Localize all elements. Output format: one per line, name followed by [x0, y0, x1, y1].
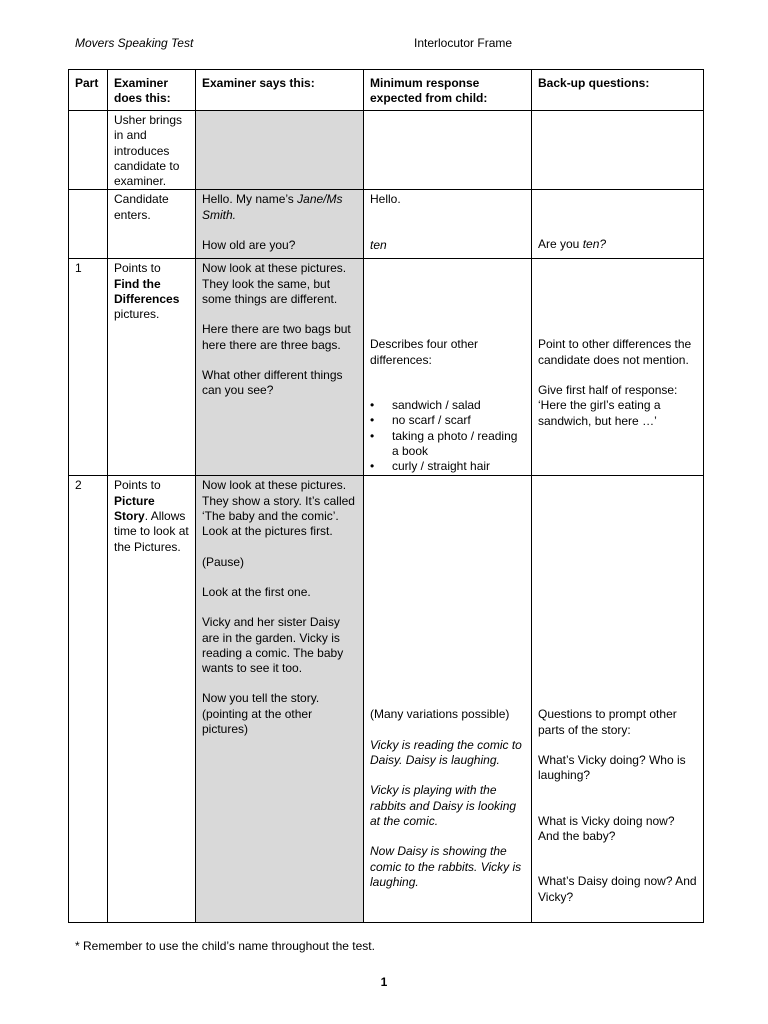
table-row-part1: [69, 259, 704, 476]
page-number: 1: [380, 975, 388, 989]
cell-part1-response: Describes four other differences: • sandwich / salad • no scarf / scarf • taking a photo / reading a book • curly / straight hair: [364, 259, 532, 476]
cell-says-empty: [196, 111, 364, 190]
cell-part2-backup: Questions to prompt other parts of the story: What’s Vicky doing? Who is laughing? What is Vicky doing now? And the baby? What’s Daisy doing now? And Vicky?: [532, 476, 704, 923]
table-header-row: [69, 70, 704, 111]
cell-greeting-response: Hello. ten: [364, 190, 532, 259]
cell-part: [69, 190, 108, 259]
cell-greeting-backup: Are you ten?: [532, 190, 704, 259]
cell-usher: Usher brings in and introduces candidate to examiner.: [108, 111, 196, 190]
list-item: • sandwich / salad: [370, 398, 525, 413]
cell-part1-action: Points to Find the Differences pictures.: [108, 259, 196, 476]
header-left-title: Movers Speaking Test: [75, 36, 194, 50]
table-row-part2: [69, 476, 704, 923]
list-item: • no scarf / scarf: [370, 413, 525, 428]
cell-part2-response: (Many variations possible) Vicky is reading the comic to Daisy. Daisy is laughing. Vicky is playing with the rabbits and Daisy is looking at the comic. Now Daisy is showing the comic to the rabbits. Vicky is laughing.: [364, 476, 532, 923]
cell-backup-empty: [532, 111, 704, 190]
col-header-examiner-says: Examiner says this:: [196, 70, 364, 111]
col-header-min-response: Minimum response expected from child:: [364, 70, 532, 111]
cell-part-number: 1: [69, 259, 108, 476]
cell-part1-says: Now look at these pictures. They look the same, but some things are different. Here there are two bags but here there are three bags. What other different things can you see?: [196, 259, 364, 476]
cell-candidate-enters: Candidate enters.: [108, 190, 196, 259]
list-item: • curly / straight hair: [370, 459, 525, 474]
cell-part1-backup: Point to other differences the candidate does not mention. Give first half of response: ‘Here the girl’s eating a sandwich, but here …’: [532, 259, 704, 476]
cell-part-number: 2: [69, 476, 108, 923]
table-row-greeting: [69, 190, 704, 259]
cell-part2-action: Points to Picture Story. Allows time to look at the Pictures.: [108, 476, 196, 923]
cell-greeting-says: Hello. My name’s Jane/Ms Smith. How old are you?: [196, 190, 364, 259]
table-row-intro: [69, 111, 704, 190]
interlocutor-table: [68, 69, 704, 923]
footnote: * Remember to use the child’s name throughout the test.: [75, 939, 375, 953]
cell-response-empty: [364, 111, 532, 190]
col-header-backup: Back-up questions:: [532, 70, 704, 111]
col-header-examiner-does: Examiner does this:: [108, 70, 196, 111]
differences-list: [370, 398, 525, 474]
col-header-part: Part: [69, 70, 108, 111]
cell-part2-says: Now look at these pictures. They show a story. It’s called ‘The baby and the comic’. Look at the pictures first. (Pause) Look at the first one. Vicky and her sister Daisy are in the garden. Vicky is reading a comic. The baby wants to see it too. Now you tell the story. (pointing at the other pictures): [196, 476, 364, 923]
header-right-title: Interlocutor Frame: [414, 36, 513, 50]
cell-part: [69, 111, 108, 190]
list-item: • taking a photo / reading a book: [370, 429, 525, 460]
